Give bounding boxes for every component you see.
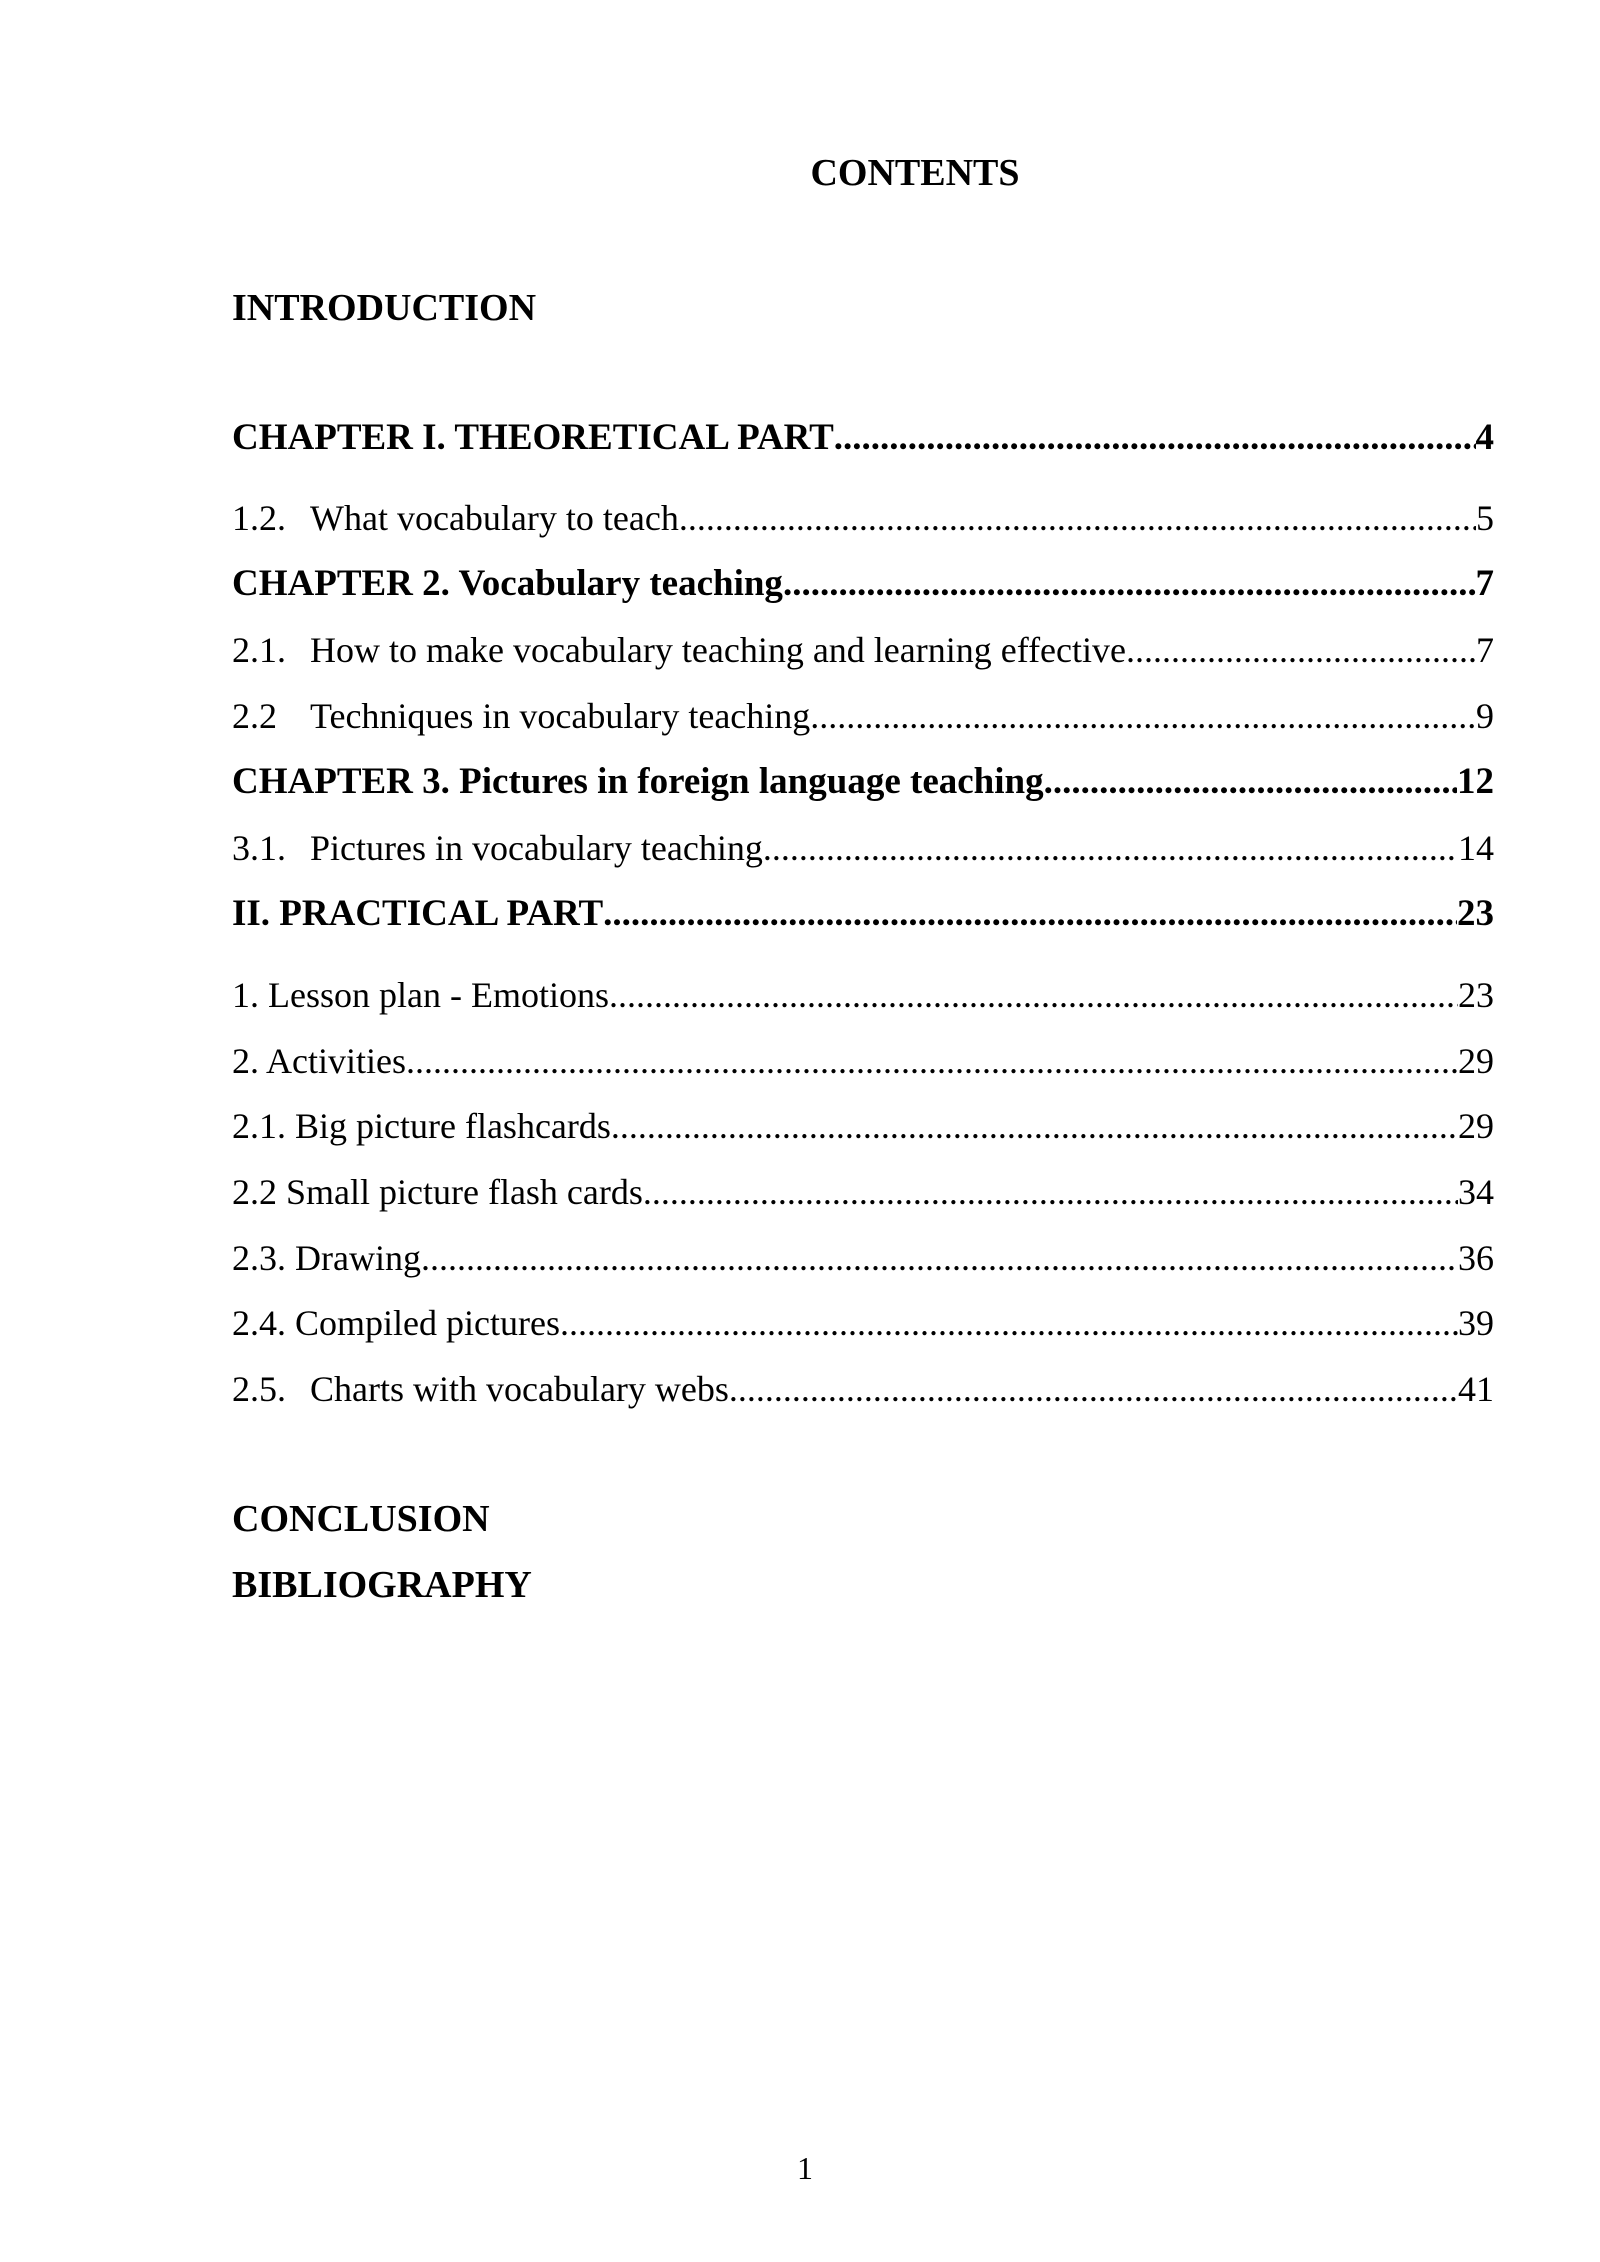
- toc-page-number: 23: [1457, 893, 1494, 934]
- toc-page-number: 34: [1458, 1172, 1494, 1212]
- toc-leader-dots: [643, 1167, 1458, 1217]
- toc-page-number: 14: [1458, 828, 1494, 868]
- toc-entry[interactable]: [232, 559, 1494, 609]
- toc-entry[interactable]: [232, 493, 1494, 543]
- toc-leader-dots: [783, 559, 1476, 609]
- toc-entry-text: Pictures in vocabulary teaching: [310, 828, 763, 868]
- toc-entry[interactable]: [232, 1101, 1494, 1151]
- toc-entry-text: 1. Lesson plan - Emotions: [232, 975, 609, 1015]
- toc-page-number: 29: [1458, 1106, 1494, 1146]
- toc-page-number: 12: [1457, 761, 1494, 802]
- toc-entry-text: 2.3. Drawing: [232, 1238, 421, 1278]
- toc-page-number: 7: [1475, 563, 1494, 604]
- toc-entry-text: CHAPTER 3. Pictures in foreign language teaching: [232, 761, 1044, 802]
- toc-entry-text: 2.1. Big picture flashcards: [232, 1106, 611, 1146]
- toc-entry[interactable]: [232, 970, 1494, 1020]
- toc-entry-text: How to make vocabulary teaching and learning effective: [310, 630, 1126, 670]
- bibliography-heading: BIBLIOGRAPHY: [232, 1564, 532, 1606]
- toc-entry-text: 2.2 Small picture flash cards: [232, 1172, 643, 1212]
- toc-leader-dots: [560, 1298, 1458, 1348]
- toc-leader-dots: [421, 1233, 1458, 1283]
- toc-entry-text: Charts with vocabulary webs: [310, 1369, 729, 1409]
- toc-leader-dots: [609, 970, 1458, 1020]
- toc-entry[interactable]: [232, 691, 1494, 741]
- toc-entry[interactable]: [232, 889, 1494, 939]
- toc-leader-dots: [1126, 625, 1476, 675]
- toc-leader-dots: [603, 889, 1457, 939]
- toc-page-number: 7: [1476, 630, 1494, 670]
- toc-leader-dots: [611, 1101, 1458, 1151]
- page-title: CONTENTS: [810, 152, 1020, 194]
- toc-leader-dots: [679, 493, 1476, 543]
- toc-entry-number: 2.2: [232, 696, 277, 736]
- toc-entry[interactable]: [232, 625, 1494, 675]
- toc-entry[interactable]: [232, 413, 1494, 463]
- toc-page-number: 41: [1458, 1369, 1494, 1409]
- toc-entry-text: What vocabulary to teach: [310, 498, 679, 538]
- toc-leader-dots: [810, 691, 1476, 741]
- toc-entry-number: 2.1.: [232, 630, 286, 670]
- toc-entry[interactable]: [232, 1298, 1494, 1348]
- toc-page-number: 36: [1458, 1238, 1494, 1278]
- toc-entry-text: CHAPTER 2. Vocabulary teaching: [232, 563, 783, 604]
- toc-entry-text: 2.4. Compiled pictures: [232, 1303, 560, 1343]
- toc-entry-text: Techniques in vocabulary teaching: [310, 696, 811, 736]
- toc-entry[interactable]: [232, 1364, 1494, 1414]
- toc-entry-text: CHAPTER I. THEORETICAL PART: [232, 417, 834, 458]
- toc-page-number: 4: [1475, 417, 1494, 458]
- toc-entry[interactable]: [232, 823, 1494, 873]
- toc-entry-text: II. PRACTICAL PART: [232, 893, 604, 934]
- toc-entry[interactable]: [232, 1167, 1494, 1217]
- toc-entry[interactable]: [232, 757, 1494, 807]
- toc-entry-number: 3.1.: [232, 828, 286, 868]
- toc-leader-dots: [406, 1036, 1458, 1086]
- conclusion-heading: CONCLUSION: [232, 1498, 490, 1540]
- toc-entry[interactable]: [232, 1036, 1494, 1086]
- toc-leader-dots: [763, 823, 1458, 873]
- toc-leader-dots: [729, 1364, 1458, 1414]
- toc-entry-text: 2. Activities: [232, 1041, 406, 1081]
- toc-page-number: 23: [1458, 975, 1494, 1015]
- toc-leader-dots: [834, 413, 1476, 463]
- toc-page-number: 39: [1458, 1303, 1494, 1343]
- toc-entry[interactable]: [232, 1233, 1494, 1283]
- toc-entry-number: 1.2.: [232, 498, 286, 538]
- page-number: 1: [797, 2150, 813, 2186]
- toc-entry-number: 2.5.: [232, 1369, 286, 1409]
- introduction-heading: INTRODUCTION: [232, 287, 537, 329]
- toc-page-number: 9: [1476, 696, 1494, 736]
- toc-page-number: 29: [1458, 1041, 1494, 1081]
- toc-leader-dots: [1044, 757, 1457, 807]
- toc-page-number: 5: [1476, 498, 1494, 538]
